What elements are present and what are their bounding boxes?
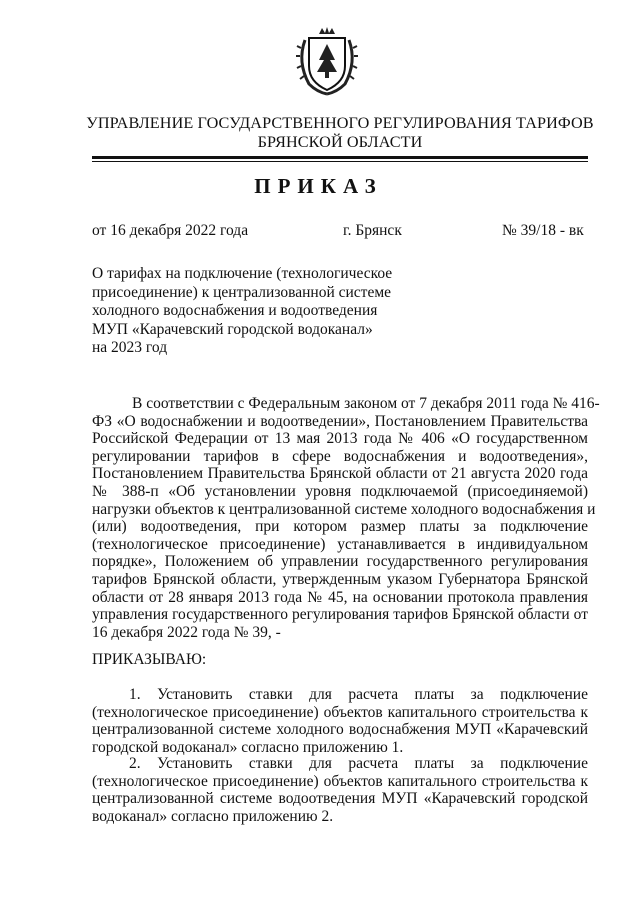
document-city: г. Брянск xyxy=(343,222,402,239)
document-number: № 39/18 - вк xyxy=(502,222,584,239)
preamble-line: В соответствии с Федеральным законом от 7 декабря 2011 года № 416- xyxy=(132,395,600,412)
document-title: ПРИКАЗ xyxy=(254,174,383,198)
preamble-line: (технологическое присоединение) устанавливается в индивидуальном xyxy=(92,535,588,553)
organization-region: БРЯНСКОЙ ОБЛАСТИ xyxy=(257,133,423,151)
order-item-line: централизованной системе холодного водоснабжения МУП «Карачевский xyxy=(92,721,588,739)
order-item-line: 2. Установить ставки для расчета платы за подключение xyxy=(129,755,588,772)
preamble-line: № 388-п «Об установлении уровня подключаемой (присоединяемой) xyxy=(92,482,588,500)
subject-line: холодного водоснабжения и водоотведения xyxy=(92,302,378,319)
preamble-line: области от 28 января 2013 года № 45, на основании протокола правления xyxy=(92,588,588,606)
order-item-2 xyxy=(92,755,588,825)
preamble-line: ФЗ «О водоснабжении и водоотведении», Постановлением Правительства xyxy=(92,412,588,430)
preamble-line: регулировании тарифов в сфере водоснабжения и водоотведения», xyxy=(92,447,588,465)
preamble-line: управления государственного регулирования тарифов Брянской области от xyxy=(92,606,588,624)
order-item-line: 1. Установить ставки для расчета платы за подключение xyxy=(129,686,588,703)
preamble-line: 16 декабря 2022 года № 39, - xyxy=(92,623,281,641)
subject-line: МУП «Карачевский городской водоканал» xyxy=(92,320,373,338)
order-word: ПРИКАЗЫВАЮ: xyxy=(92,651,207,668)
preamble-paragraph xyxy=(92,395,600,641)
subject-line: на 2023 год xyxy=(92,339,168,356)
order-item-line: централизованной системе водоотведения МУП «Карачевский городской xyxy=(92,790,588,808)
organization-name: УПРАВЛЕНИЕ ГОСУДАРСТВЕННОГО РЕГУЛИРОВАНИЯ ТАРИФОВ xyxy=(86,114,594,132)
header-divider-thin xyxy=(92,161,588,162)
document-subject xyxy=(92,265,392,358)
preamble-line: порядке», Положением об управлении государственного регулирования xyxy=(92,553,588,571)
preamble-line: (или) водоотведения, при котором размер платы за подключение xyxy=(92,518,588,536)
preamble-line: Постановлением Правительства Брянской области от 21 августа 2020 года xyxy=(92,465,588,483)
subject-line: присоединение) к централизованной системе xyxy=(92,283,392,301)
preamble-line: нагрузки объектов к централизованной системе холодного водоснабжения и xyxy=(92,500,596,518)
preamble-line: Российской Федерации от 13 мая 2013 года № 406 «О государственном xyxy=(92,430,588,448)
document-date: от 16 декабря 2022 года xyxy=(92,222,249,239)
subject-line: О тарифах на подключение (технологическое xyxy=(92,265,393,282)
order-item-1 xyxy=(92,686,588,756)
preamble-line: тарифов Брянской области, утвержденным указом Губернатора Брянской xyxy=(92,570,588,588)
coat-of-arms-icon xyxy=(295,26,359,96)
order-item-line: (технологическое присоединение) объектов капитального строительства к xyxy=(92,772,588,790)
order-item-line: водоканал» согласно приложению 2. xyxy=(92,807,334,825)
header-divider-thick xyxy=(92,156,588,159)
order-item-line: (технологическое присоединение) объектов капитального строительства к xyxy=(92,703,588,721)
order-item-line: городской водоканал» согласно приложению 1. xyxy=(92,738,404,756)
